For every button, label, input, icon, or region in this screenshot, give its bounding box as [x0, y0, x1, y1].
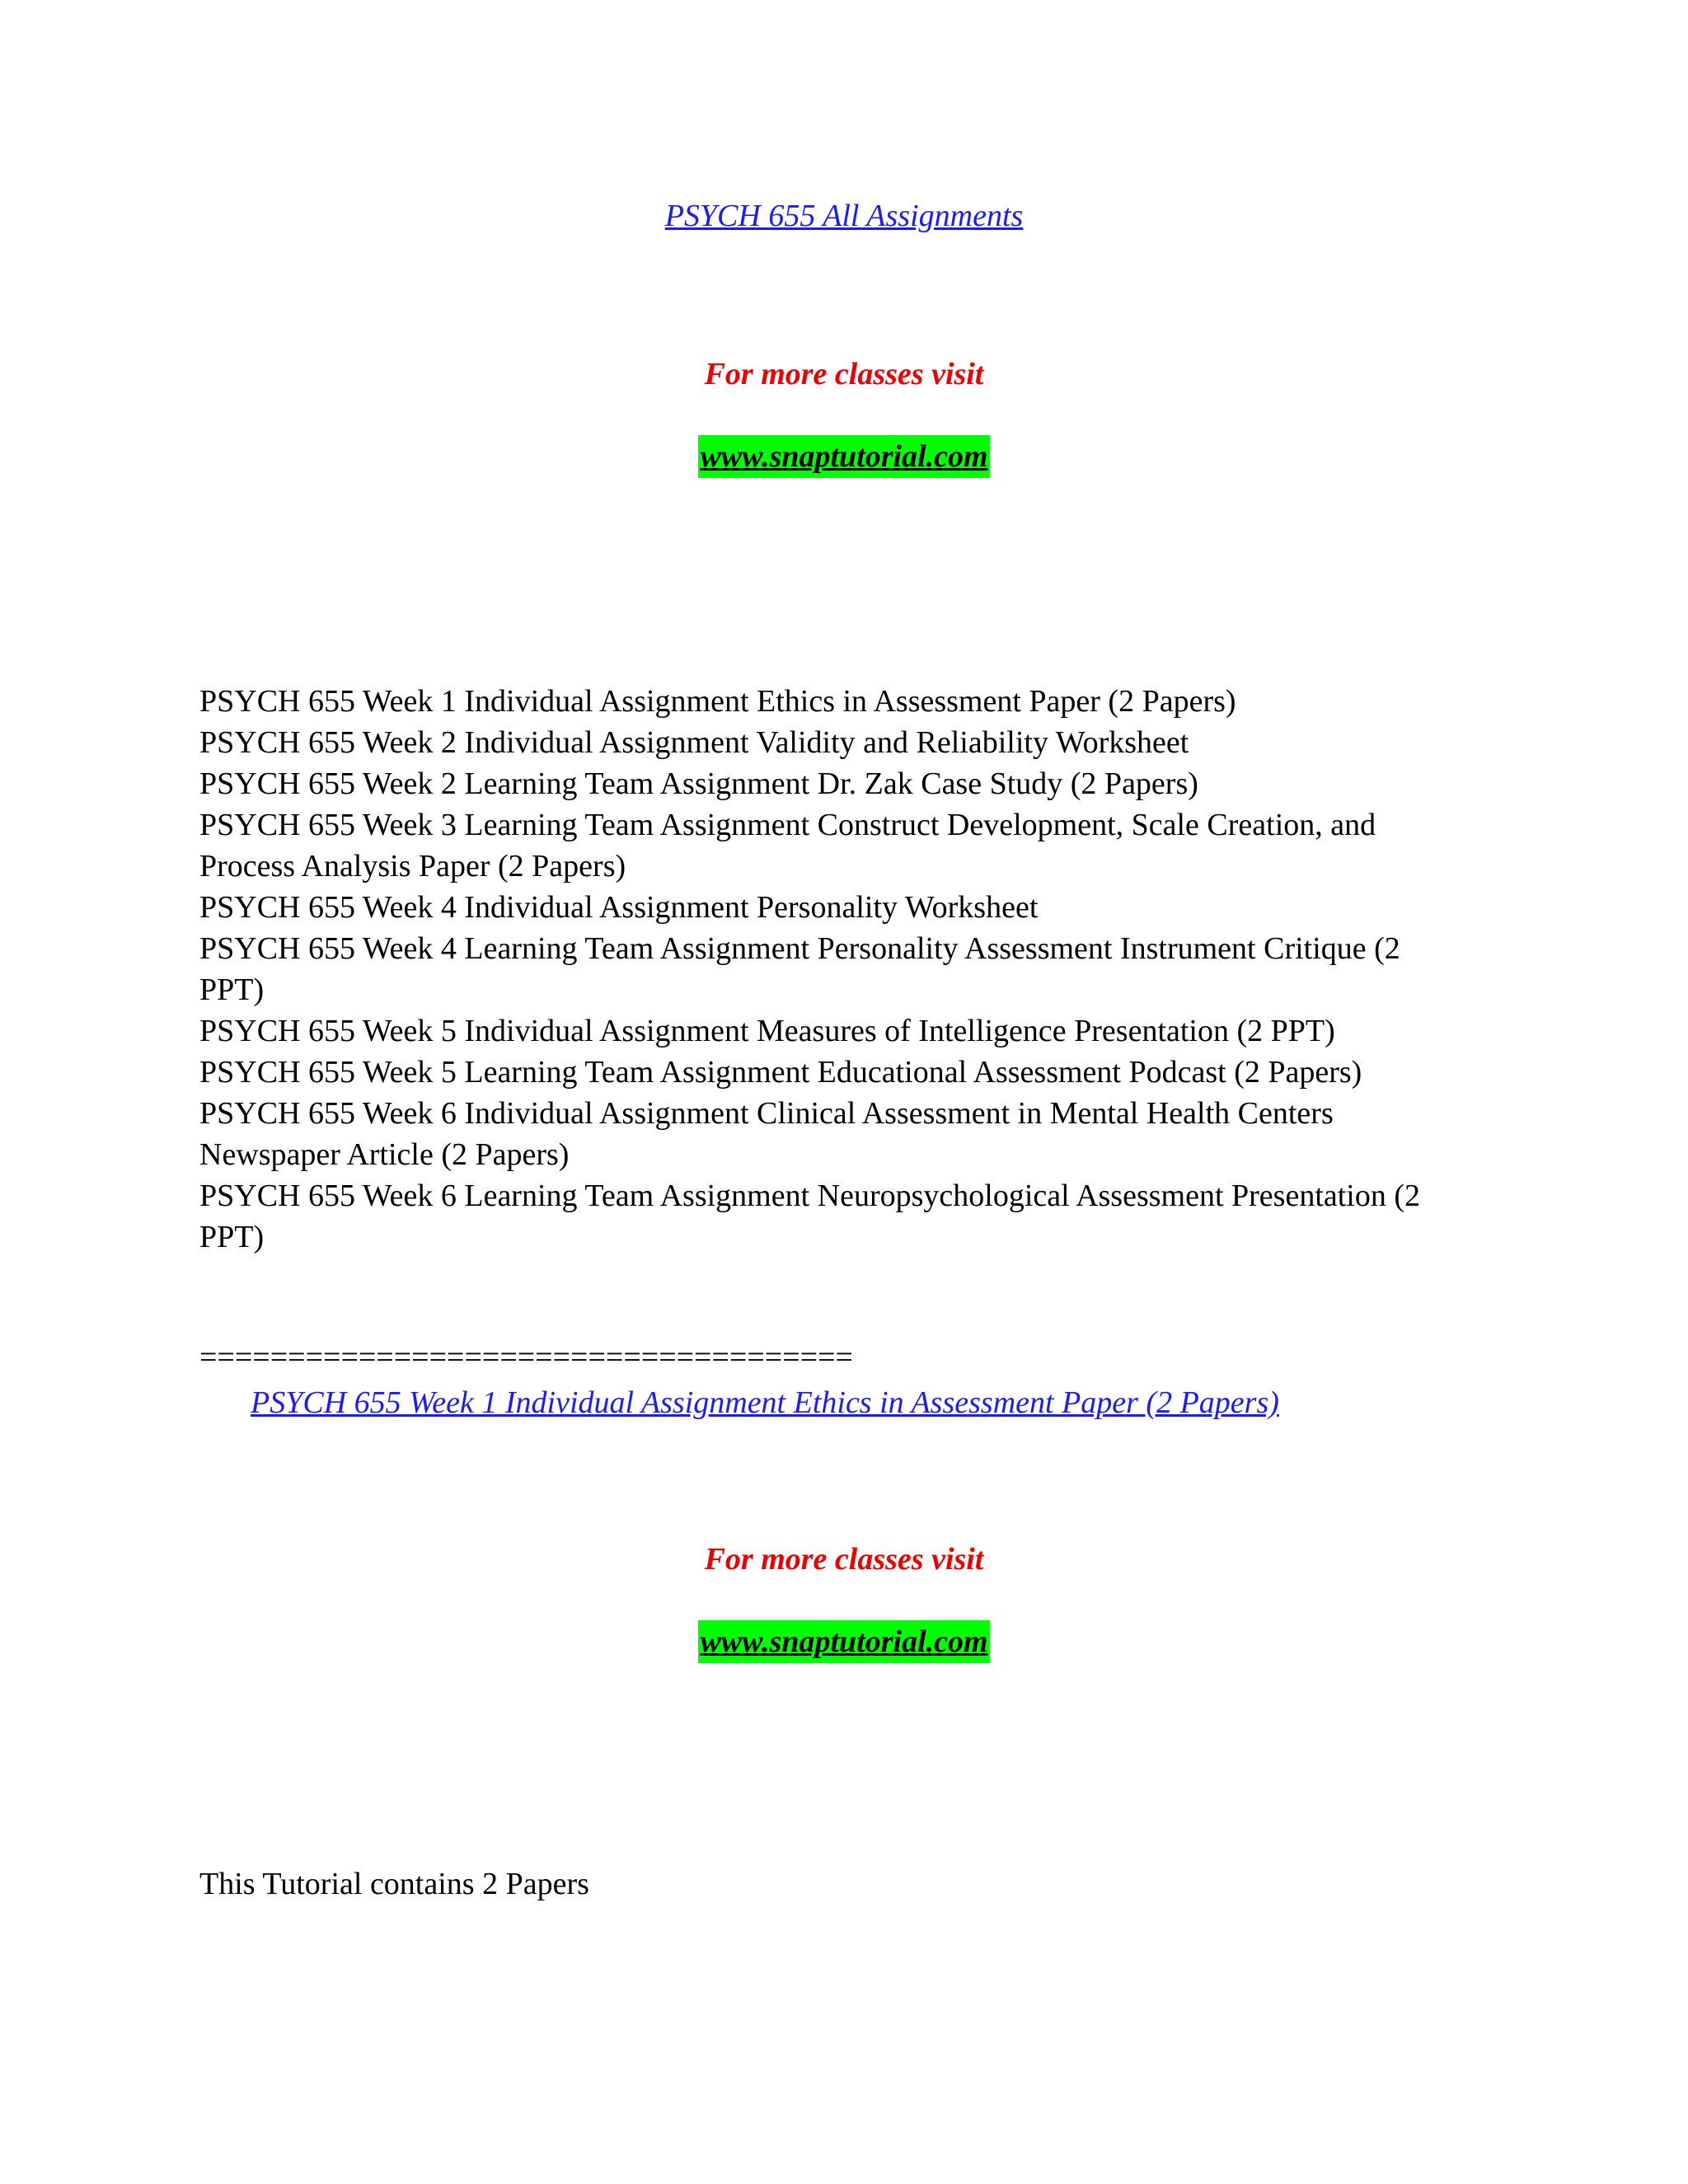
assignment-item: PSYCH 655 Week 2 Learning Team Assignment Dr. Zak Case Study (2 Papers) — [199, 766, 1198, 801]
assignment-list — [199, 681, 1444, 1258]
assignment-item: PSYCH 655 Week 5 Learning Team Assignment Educational Assessment Podcast (2 Papers) — [199, 1055, 1362, 1090]
week1-assignment-link[interactable]: PSYCH 655 Week 1 Individual Assignment Ethics in Assessment Paper (2 Papers) — [251, 1385, 1279, 1420]
assignment-item: PSYCH 655 Week 1 Individual Assignment Ethics in Assessment Paper (2 Papers) — [199, 684, 1236, 719]
tutorial-note: This Tutorial contains 2 Papers — [199, 1867, 589, 1901]
assignment-item: PSYCH 655 Week 2 Individual Assignment Validity and Reliability Worksheet — [199, 725, 1189, 760]
assignment-item: PSYCH 655 Week 3 Learning Team Assignment Construct Development, Scale Creation, and Process Analysis Paper (2 Papers) — [199, 808, 1376, 883]
site-link-top-wrapper — [0, 435, 1688, 478]
assignment-item: PSYCH 655 Week 5 Individual Assignment Measures of Intelligence Presentation (2 PPT) — [199, 1014, 1335, 1048]
promo-text-top: For more classes visit — [704, 357, 984, 391]
assignment-item: PSYCH 655 Week 6 Learning Team Assignment Neuropsychological Assessment Presentation (2 PPT) — [199, 1179, 1421, 1254]
promo-text-bottom: For more classes visit — [704, 1542, 984, 1577]
site-link-bottom-wrapper — [0, 1620, 1688, 1663]
assignment-item: PSYCH 655 Week 4 Learning Team Assignment Personality Assessment Instrument Critique (2 PPT) — [199, 931, 1400, 1007]
assignment-item: PSYCH 655 Week 4 Individual Assignment Personality Worksheet — [199, 890, 1039, 925]
site-link-bottom[interactable]: www.snaptutorial.com — [698, 1620, 989, 1663]
section-divider: ===================================== — [199, 1340, 853, 1375]
site-link-top[interactable]: www.snaptutorial.com — [698, 435, 989, 478]
assignment-item: PSYCH 655 Week 6 Individual Assignment Clinical Assessment in Mental Health Centers Newspaper Article (2 Papers) — [199, 1096, 1334, 1172]
course-title-link[interactable]: PSYCH 655 All Assignments — [664, 199, 1024, 233]
